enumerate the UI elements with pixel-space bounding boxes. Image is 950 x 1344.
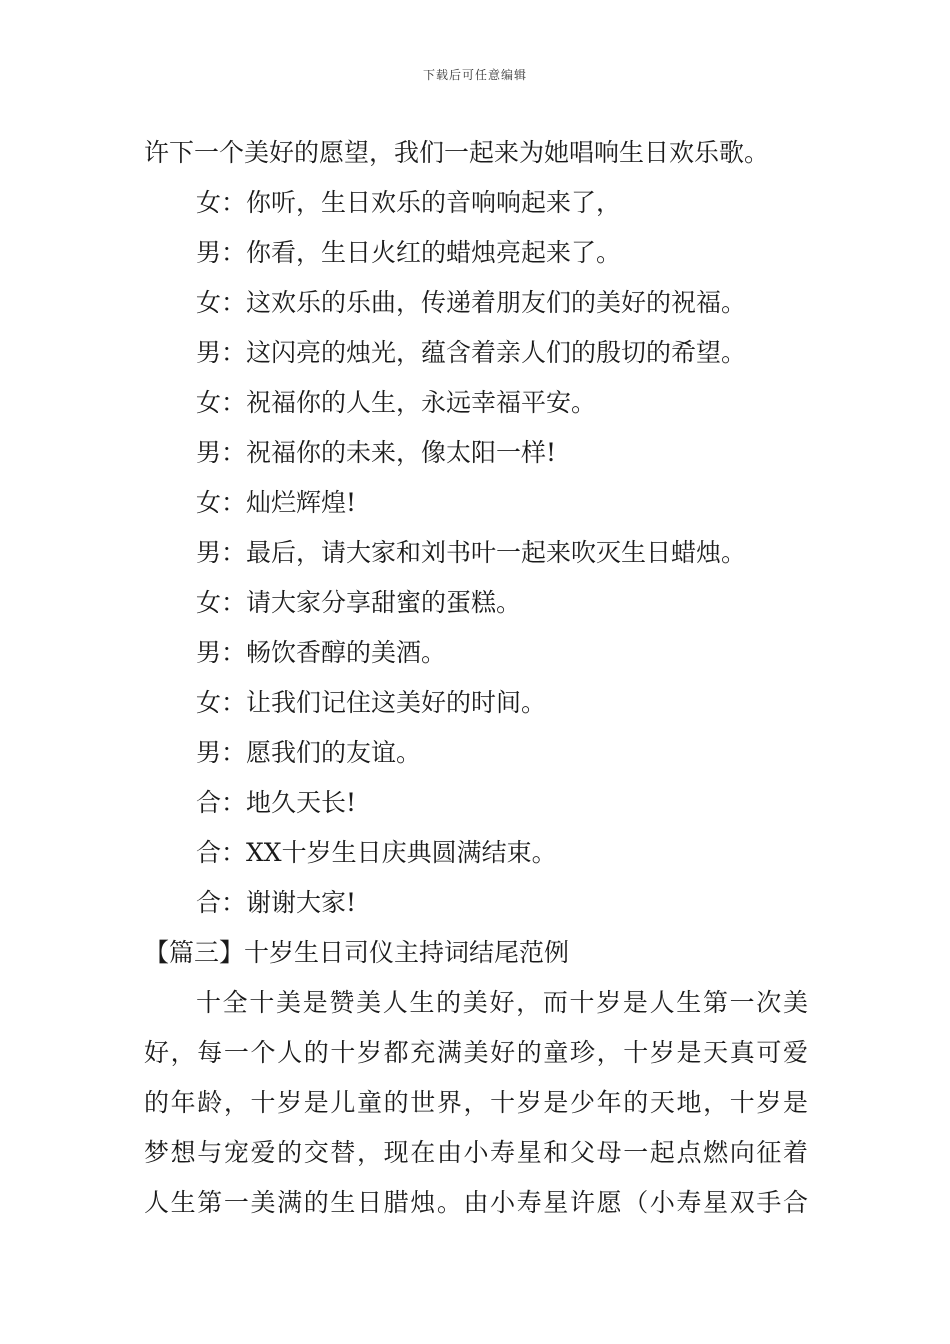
dialogue-line: 女：让我们记住这美好的时间。 xyxy=(196,688,547,717)
dialogue-line: 女：请大家分享甜蜜的蛋糕。 xyxy=(196,588,522,617)
dialogue-line: 男：最后，请大家和刘书叶一起来吹灭生日蜡烛。 xyxy=(196,538,747,567)
text-line: 许下一个美好的愿望，我们一起来为她唱响生日欢乐歌。 xyxy=(144,138,770,167)
dialogue-line: 女：你听，生日欢乐的音响响起来了， xyxy=(196,188,622,217)
dialogue-line: 合：XX十岁生日庆典圆满结束。 xyxy=(196,838,557,867)
page-header: 下载后可任意编辑 xyxy=(422,68,527,82)
document-body xyxy=(144,128,808,1228)
paragraph-line: 的年龄，十岁是儿童的世界，十岁是少年的天地，十岁是 xyxy=(144,1088,808,1117)
dialogue-line: 男：这闪亮的烛光，蕴含着亲人们的殷切的希望。 xyxy=(196,338,747,367)
dialogue-line: 女：灿烂辉煌! xyxy=(196,488,357,517)
dialogue-line: 合：谢谢大家! xyxy=(196,888,357,917)
dialogue-line: 女：这欢乐的乐曲，传递着朋友们的美好的祝福。 xyxy=(196,288,747,317)
paragraph-line: 梦想与宠爱的交替，现在由小寿星和父母一起点燃向征着 xyxy=(144,1138,808,1167)
dialogue-line: 男：你看，生日火红的蜡烛亮起来了。 xyxy=(196,238,622,267)
paragraph-line: 好，每一个人的十岁都充满美好的童珍，十岁是天真可爱 xyxy=(144,1038,808,1067)
section-heading: 【篇三】十岁生日司仪主持词结尾范例 xyxy=(144,938,570,967)
dialogue-line: 女：祝福你的人生，永远幸福平安。 xyxy=(196,388,597,417)
paragraph-line: 人生第一美满的生日腊烛。由小寿星许愿（小寿星双手合 xyxy=(144,1188,808,1217)
dialogue-line: 合：地久天长! xyxy=(196,788,357,817)
paragraph-line: 十全十美是赞美人生的美好，而十岁是人生第一次美 xyxy=(196,988,808,1017)
dialogue-line: 男：愿我们的友谊。 xyxy=(196,738,422,767)
dialogue-line: 男：祝福你的未来，像太阳一样! xyxy=(196,438,557,467)
dialogue-line: 男：畅饮香醇的美酒。 xyxy=(196,638,447,667)
